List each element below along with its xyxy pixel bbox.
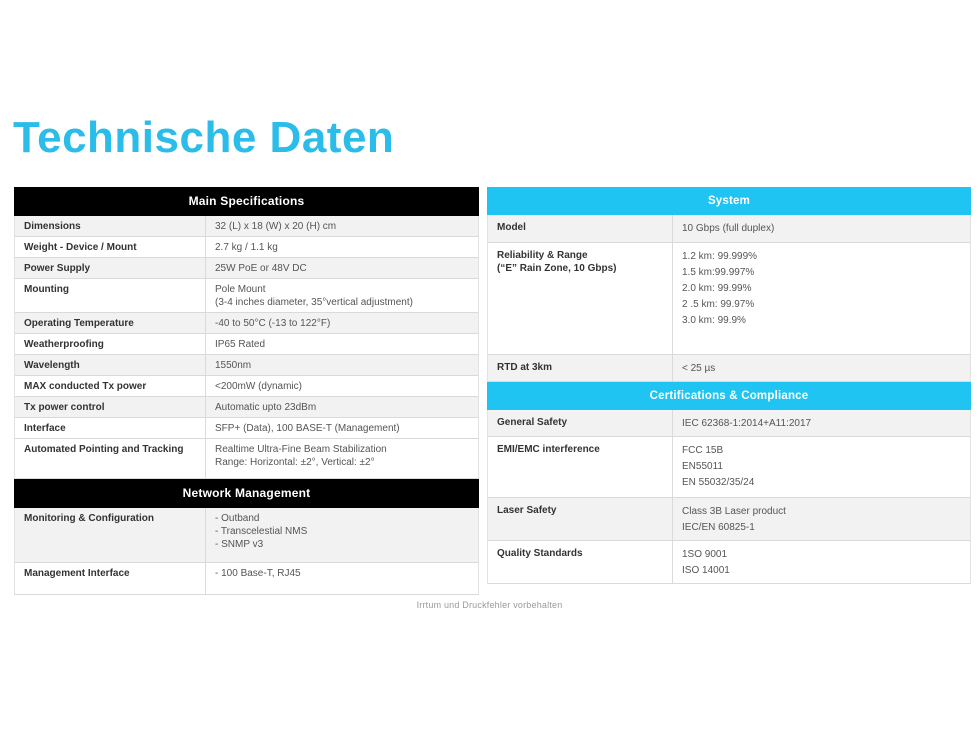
spec-value: Pole Mount (3-4 inches diameter, 35°vertical adjustment)	[215, 284, 413, 308]
section-header-certifications-compliance: Certifications & Compliance	[487, 382, 971, 410]
spec-label: Quality Standards	[488, 541, 673, 583]
spec-row	[14, 418, 479, 439]
spec-row	[14, 313, 479, 334]
spec-value: FCC 15B EN55011 EN 55032/35/24	[682, 445, 755, 488]
spec-value: - Outband - Transcelestial NMS - SNMP v3	[215, 513, 308, 550]
footer-disclaimer: Irrtum und Druckfehler vorbehalten	[416, 600, 563, 610]
spec-value: <200mW (dynamic)	[215, 381, 302, 392]
spec-label: General Safety	[488, 410, 673, 436]
spec-row	[14, 216, 479, 237]
spec-value: 1SO 9001 ISO 14001	[682, 549, 730, 576]
spec-row	[14, 376, 479, 397]
spec-row	[487, 243, 971, 355]
spec-value: 1550nm	[215, 360, 252, 371]
spec-value: IP65 Rated	[215, 339, 266, 350]
page-title: Technische Daten	[13, 113, 395, 162]
spec-label: Management Interface	[15, 563, 206, 594]
spec-label: Operating Temperature	[15, 313, 206, 333]
section-header-system: System	[487, 187, 971, 215]
spec-row	[14, 397, 479, 418]
spec-value: 1.2 km: 99.999% 1.5 km:99.997% 2.0 km: 99.99% 2 .5 km: 99.97% 3.0 km: 99.9%	[682, 251, 758, 326]
spec-label: Model	[488, 215, 673, 242]
spec-value: - 100 Base-T, RJ45	[215, 568, 301, 579]
spec-value: 2.7 kg / 1.1 kg	[215, 242, 278, 253]
spec-row	[487, 355, 971, 382]
spec-label: Automated Pointing and Tracking	[15, 439, 206, 478]
spec-row	[487, 541, 971, 584]
tables-container	[14, 187, 971, 595]
system-certifications-table	[487, 187, 971, 584]
spec-value: 32 (L) x 18 (W) x 20 (H) cm	[215, 221, 337, 232]
spec-label: Wavelength	[15, 355, 206, 375]
spec-value: IEC 62368-1:2014+A11:2017	[682, 418, 812, 429]
spec-row	[14, 237, 479, 258]
spec-value: 10 Gbps (full duplex)	[682, 223, 775, 234]
spec-label: Dimensions	[15, 216, 206, 236]
spec-row	[487, 498, 971, 541]
section-header-main-specifications: Main Specifications	[14, 187, 479, 216]
spec-row	[14, 563, 479, 595]
spec-row	[14, 334, 479, 355]
spec-label: Reliability & Range (“E” Rain Zone, 10 Gbps)	[488, 243, 673, 354]
spec-value: < 25 µs	[682, 363, 716, 374]
spec-value: Realtime Ultra-Fine Beam Stabilization Range: Horizontal: ±2°, Vertical: ±2°	[215, 444, 387, 468]
spec-row	[14, 508, 479, 563]
spec-label: Monitoring & Configuration	[15, 508, 206, 562]
spec-label: Tx power control	[15, 397, 206, 417]
spec-label: Weatherproofing	[15, 334, 206, 354]
spec-row	[487, 215, 971, 243]
spec-label: RTD at 3km	[488, 355, 673, 381]
spec-value: -40 to 50°C (-13 to 122°F)	[215, 318, 331, 329]
spec-label: EMI/EMC interference	[488, 437, 673, 497]
spec-label: Laser Safety	[488, 498, 673, 540]
section-header-network-management: Network Management	[14, 479, 479, 508]
spec-value: Class 3B Laser product IEC/EN 60825-1	[682, 506, 786, 533]
spec-label: MAX conducted Tx power	[15, 376, 206, 396]
spec-label: Mounting	[15, 279, 206, 312]
spec-label: Interface	[15, 418, 206, 438]
main-specifications-table	[14, 187, 479, 595]
spec-label: Weight - Device / Mount	[15, 237, 206, 257]
spec-label: Power Supply	[15, 258, 206, 278]
spec-value: 25W PoE or 48V DC	[215, 263, 307, 274]
spec-row	[14, 439, 479, 479]
spec-row	[487, 410, 971, 437]
spec-row	[14, 258, 479, 279]
spec-row	[14, 355, 479, 376]
spec-row	[487, 437, 971, 498]
spec-value: SFP+ (Data), 100 BASE-T (Management)	[215, 423, 400, 434]
spec-row	[14, 279, 479, 313]
spec-value: Automatic upto 23dBm	[215, 402, 317, 413]
